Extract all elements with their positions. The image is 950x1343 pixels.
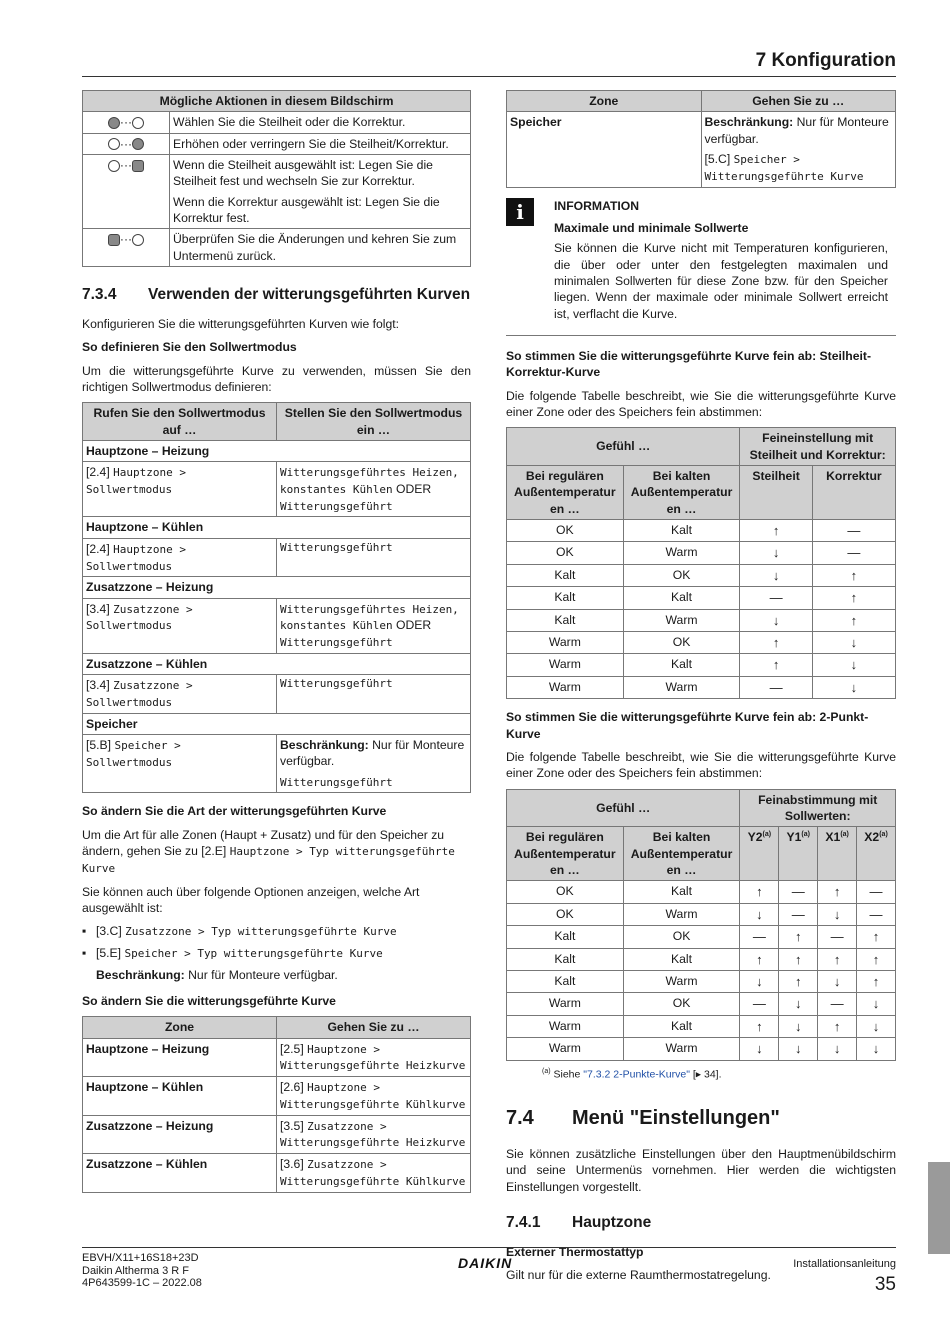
- table-cell: ↓: [740, 970, 779, 992]
- table-cell: ↓: [818, 1038, 857, 1060]
- dial-select-icon: ···: [83, 112, 170, 133]
- action-text: Wenn die Steilheit ausgewählt ist: Legen Sie die Steilheit fest und wechseln Sie zur Korrektur.: [173, 158, 433, 189]
- table-cell: OK: [623, 632, 740, 654]
- table-cell: OK: [507, 881, 624, 903]
- section-heading: [82, 285, 471, 306]
- column-header: Zone: [507, 91, 702, 112]
- column-header: Zone: [83, 1017, 277, 1038]
- column-header: Y2$^{(a)}$: [740, 827, 779, 881]
- setpoint-mode-table: [82, 402, 471, 793]
- table-cell: Hauptzone – Kühlen: [83, 1077, 277, 1115]
- table-section: Zusatzzone – Heizung: [83, 577, 471, 598]
- table-row: [507, 881, 896, 903]
- table-cell: ↓: [779, 1015, 818, 1037]
- table-cell: —: [857, 903, 896, 925]
- cross-reference-link[interactable]: "7.3.2 2-Punkte-Kurve": [583, 1068, 690, 1081]
- section-heading: 7.4.1 Hauptzone: [506, 1213, 652, 1231]
- table-cell: ↓: [857, 1015, 896, 1037]
- table-cell: [2.6] Hauptzone > Witterungsgeführte Kühlkurve: [277, 1077, 471, 1115]
- table-cell: OK: [623, 926, 740, 948]
- table-cell: —: [779, 903, 818, 925]
- table-cell: ↑: [812, 587, 895, 609]
- table-row: [507, 1015, 896, 1037]
- table-cell: —: [740, 926, 779, 948]
- table-row: [507, 903, 896, 925]
- table-cell: —: [818, 993, 857, 1015]
- actions-table: [82, 90, 471, 267]
- table-cell: [2.5] Hauptzone > Witterungsgeführte Heizkurve: [277, 1038, 471, 1076]
- table-row: [507, 587, 896, 609]
- table-cell: ↓: [740, 903, 779, 925]
- subheading: So ändern Sie die Art der witterungsgeführten Kurve: [82, 804, 387, 819]
- product-name: Daikin Altherma 3 R F: [82, 1264, 189, 1277]
- table-cell: Kalt: [623, 654, 740, 676]
- table-cell: Kalt: [507, 564, 624, 586]
- table-cell: ↑: [857, 970, 896, 992]
- table-cell: ↑: [740, 654, 812, 676]
- table-cell: ↑: [740, 520, 812, 542]
- table-cell: OK: [623, 993, 740, 1015]
- paragraph: Um die Art für alle Zonen (Haupt + Zusatz) und für den Speicher zu ändern, gehen Sie zu [2.E] Hauptzone > Typ witterungsgeführte Kurve: [82, 827, 455, 875]
- table-cell: [5.B] Speicher > Sollwertmodus: [83, 734, 277, 792]
- table-cell: Witterungsgeführtes Heizen, konstantes Kühlen ODER Witterungsgeführt: [277, 462, 471, 517]
- column-header: Stellen Sie den Sollwertmodus ein …: [277, 403, 471, 441]
- table-cell: Warm: [507, 993, 624, 1015]
- table-cell: OK: [623, 564, 740, 586]
- storage-curve-table: [506, 90, 896, 188]
- right-column: [506, 90, 896, 1290]
- paragraph: Gilt nur für die externe Raumthermostatregelung.: [506, 1268, 771, 1283]
- table-cell: ↓: [818, 970, 857, 992]
- table-row: [507, 542, 896, 564]
- table-cell: Kalt: [507, 948, 624, 970]
- table-cell: ↓: [740, 609, 812, 631]
- action-text: Erhöhen oder verringern Sie die Steilheit/Korrektur.: [170, 133, 471, 154]
- actions-header: Mögliche Aktionen in diesem Bildschirm: [83, 91, 471, 112]
- list-item: ▪ [3.C] Zusatzzone > Typ witterungsgeführte Kurve: [82, 924, 397, 939]
- column-header: Steilheit: [740, 465, 812, 519]
- table-cell: [3.4] Zusatzzone > Sollwertmodus: [83, 675, 277, 713]
- model-code: EBVH/X11+16S18+23D: [82, 1252, 199, 1264]
- curve-location-table: [82, 1016, 471, 1192]
- table-cell: Hauptzone – Heizung: [83, 1038, 277, 1076]
- table-cell: [3.4] Zusatzzone > Sollwertmodus: [83, 598, 277, 653]
- table-cell: ↑: [740, 632, 812, 654]
- section-title: Verwenden der witterungsgeführten Kurven: [148, 286, 471, 304]
- table-cell: —: [740, 587, 812, 609]
- table-cell: [2.4] Hauptzone > Sollwertmodus: [83, 538, 277, 576]
- column-header: Feineinstellung mit Steilheit und Korrektur:: [740, 428, 896, 466]
- page-ref-icon: ▸: [695, 1068, 702, 1081]
- table-cell: ↑: [779, 948, 818, 970]
- table-cell: Kalt: [623, 520, 740, 542]
- table-cell: ↓: [812, 654, 895, 676]
- table-row: [507, 564, 896, 586]
- subheading: So definieren Sie den Sollwertmodus: [82, 340, 297, 355]
- table-cell: ↓: [812, 632, 895, 654]
- table-cell: Beschränkung: Nur für Monteure verfügbar. Witterungsgeführt: [277, 734, 471, 792]
- table-row: [507, 948, 896, 970]
- table-cell: ↑: [857, 926, 896, 948]
- table-row: [507, 520, 896, 542]
- column-header: Gehen Sie zu …: [701, 91, 896, 112]
- section-heading: 7.4 Menü "Einstellungen": [506, 1107, 780, 1130]
- doc-type: Installationsanleitung: [793, 1258, 896, 1270]
- dial-back-icon: ···: [83, 229, 170, 267]
- table-cell: Kalt: [623, 881, 740, 903]
- action-text: Wenn die Korrektur ausgewählt ist: Legen Sie die Korrektur fest.: [173, 194, 440, 226]
- table-cell: Warm: [623, 542, 740, 564]
- chapter-title: 7 Konfiguration: [755, 50, 896, 71]
- paragraph: Die folgende Tabelle beschreibt, wie Sie die witterungsgeführte Kurve einer Zone oder des Speichers fein abstimmen:: [506, 388, 896, 419]
- table-cell: Kalt: [507, 970, 624, 992]
- table-cell: [3.5] Zusatzzone > Witterungsgeführte Heizkurve: [277, 1115, 471, 1153]
- table-cell: —: [740, 676, 812, 698]
- table-cell: ↓: [740, 542, 812, 564]
- column-header: Feinabstimmung mit Sollwerten:: [740, 789, 896, 827]
- chapter-tab: [928, 1162, 950, 1254]
- table-row: [507, 609, 896, 631]
- table-row: [507, 654, 896, 676]
- table-cell: ↑: [812, 609, 895, 631]
- info-icon: i: [506, 198, 534, 226]
- table-cell: Warm: [507, 1015, 624, 1037]
- column-header: Korrektur: [812, 465, 895, 519]
- table-cell: Kalt: [507, 609, 624, 631]
- subheading: So stimmen Sie die witterungsgeführte Kurve fein ab: Steilheit-Korrektur-Kurve: [506, 348, 872, 380]
- table-section: Zusatzzone – Kühlen: [83, 653, 471, 674]
- table-cell: Warm: [623, 676, 740, 698]
- table-row: [507, 1038, 896, 1060]
- table-section: Speicher: [83, 713, 471, 734]
- table-cell: ↑: [818, 948, 857, 970]
- action-text: Wählen Sie die Steilheit oder die Korrektur.: [170, 112, 471, 133]
- table-row: [507, 970, 896, 992]
- table-cell: ↓: [740, 564, 812, 586]
- table-cell: Speicher: [507, 112, 702, 187]
- left-column: [82, 90, 471, 1193]
- paragraph: Die folgende Tabelle beschreibt, wie Sie die witterungsgeführte Kurve einer Zone oder des Speichers fein abstimmen:: [506, 749, 896, 781]
- action-text: Überprüfen Sie die Änderungen und kehren Sie zum Untermenü zurück.: [170, 229, 471, 267]
- table-cell: [2.4] Hauptzone > Sollwertmodus: [83, 462, 277, 517]
- table-cell: OK: [507, 903, 624, 925]
- table-cell: OK: [507, 542, 624, 564]
- table-cell: Warm: [623, 903, 740, 925]
- column-header: Gehen Sie zu …: [277, 1017, 471, 1038]
- table-row: [507, 632, 896, 654]
- dial-press-icon: ···: [83, 155, 170, 229]
- table-cell: Witterungsgeführtes Heizen, konstantes Kühlen ODER Witterungsgeführt: [277, 598, 471, 653]
- table-cell: Witterungsgeführt: [277, 538, 471, 576]
- page-header: [82, 46, 896, 77]
- table-cell: OK: [507, 520, 624, 542]
- info-title: INFORMATION: [554, 198, 640, 213]
- info-subtitle: Maximale und minimale Sollwerte: [554, 220, 749, 235]
- table-cell: Kalt: [623, 948, 740, 970]
- table-cell: Kalt: [507, 587, 624, 609]
- subheading: So ändern Sie die witterungsgeführte Kurve: [82, 994, 336, 1009]
- table-cell: ↑: [740, 881, 779, 903]
- table-cell: —: [857, 881, 896, 903]
- column-header: Bei regulären Außentemperatur en …: [507, 827, 624, 881]
- table-cell: —: [812, 542, 895, 564]
- slope-offset-table: [506, 427, 896, 699]
- table-row: [507, 676, 896, 698]
- table-cell: Warm: [623, 970, 740, 992]
- list-item: ▪ [5.E] Speicher > Typ witterungsgeführte Kurve: [82, 945, 383, 960]
- table-cell: ↑: [857, 948, 896, 970]
- table-cell: ↑: [740, 1015, 779, 1037]
- table-cell: Beschränkung: Nur für Monteure verfügbar. [5.C] Speicher > Witterungsgeführte Kurve: [701, 112, 896, 187]
- paragraph: Um die witterungsgeführte Kurve zu verwenden, müssen Sie den richtigen Sollwertmodus definieren:: [82, 363, 471, 394]
- table-cell: [3.6] Zusatzzone > Witterungsgeführte Kühlkurve: [277, 1154, 471, 1192]
- column-header: Bei regulären Außentemperatur en …: [507, 465, 624, 519]
- table-cell: ↑: [779, 970, 818, 992]
- table-cell: ↓: [818, 903, 857, 925]
- table-cell: Kalt: [507, 926, 624, 948]
- table-section: Hauptzone – Kühlen: [83, 517, 471, 538]
- column-header: Y1$^{(a)}$: [779, 827, 818, 881]
- table-cell: Witterungsgeführt: [277, 675, 471, 713]
- column-header: Bei kalten Außentemperatur en …: [623, 465, 740, 519]
- column-header: Gefühl …: [507, 428, 740, 466]
- footnote: $^{(a)}$ Siehe "7.3.2 2-Punkte-Kurve" [▸ 34].: [542, 1067, 722, 1081]
- table-cell: Zusatzzone – Heizung: [83, 1115, 277, 1153]
- table-section: Hauptzone – Heizung: [83, 440, 471, 461]
- table-cell: —: [812, 520, 895, 542]
- paragraph: Sie können auch über folgende Optionen anzeigen, welche Art ausgewählt ist:: [82, 884, 420, 915]
- table-cell: Warm: [507, 632, 624, 654]
- table-cell: ↓: [779, 993, 818, 1015]
- table-cell: Kalt: [623, 587, 740, 609]
- table-cell: ↓: [812, 676, 895, 698]
- column-header: Bei kalten Außentemperatur en …: [623, 827, 740, 881]
- restriction-note: Beschränkung: Nur für Monteure verfügbar.: [96, 967, 338, 982]
- table-cell: ↓: [779, 1038, 818, 1060]
- brand-logo: DAIKIN: [458, 1255, 513, 1271]
- table-cell: ↑: [779, 926, 818, 948]
- table-cell: —: [779, 881, 818, 903]
- table-cell: Warm: [507, 676, 624, 698]
- table-cell: ↓: [740, 1038, 779, 1060]
- column-header: X2$^{(a)}$: [857, 827, 896, 881]
- doc-number: 4P643599-1C – 2022.08: [82, 1277, 202, 1290]
- table-cell: ↑: [812, 564, 895, 586]
- paragraph: Sie können zusätzliche Einstellungen über den Hauptmenübildschirm und seine Untermenüs vornehmen. Hier werden die wichtigsten Einstellungen vorgestellt.: [506, 1146, 896, 1194]
- table-cell: Warm: [507, 1038, 624, 1060]
- section-number: 7.3.4: [82, 286, 117, 304]
- table-cell: —: [740, 993, 779, 1015]
- table-cell: Kalt: [623, 1015, 740, 1037]
- table-cell: ↓: [857, 993, 896, 1015]
- paragraph: Konfigurieren Sie die witterungsgeführten Kurven wie folgt:: [82, 316, 400, 331]
- table-cell: ↑: [740, 948, 779, 970]
- page-number: 35: [874, 1274, 896, 1295]
- column-header: X1$^{(a)}$: [818, 827, 857, 881]
- column-header: Gefühl …: [507, 789, 740, 827]
- subheading: So stimmen Sie die witterungsgeführte Kurve fein ab: 2-Punkt-Kurve: [506, 710, 869, 741]
- table-cell: Zusatzzone – Kühlen: [83, 1154, 277, 1192]
- table-cell: ↓: [857, 1038, 896, 1060]
- column-header: Rufen Sie den Sollwertmodus auf …: [83, 403, 277, 441]
- table-cell: Warm: [507, 654, 624, 676]
- subheading: Externer Thermostattyp: [506, 1244, 644, 1259]
- info-text: Sie können die Kurve nicht mit Temperaturen konfigurieren, die über oder unter den festgelegten maximalen und minimalen Sollwerten für diese Zone bzw. für den Speicher liegen. Wenn der maximale oder minimale Sollwert erreicht ist, verflacht die Kurve.: [554, 241, 888, 321]
- table-row: [507, 926, 896, 948]
- table-cell: —: [818, 926, 857, 948]
- table-row: [507, 993, 896, 1015]
- info-box: [506, 198, 896, 336]
- table-cell: Warm: [623, 609, 740, 631]
- dial-adjust-icon: ···: [83, 133, 170, 154]
- two-point-table: [506, 789, 896, 1061]
- table-cell: ↑: [818, 1015, 857, 1037]
- table-cell: ↑: [818, 881, 857, 903]
- table-cell: Warm: [623, 1038, 740, 1060]
